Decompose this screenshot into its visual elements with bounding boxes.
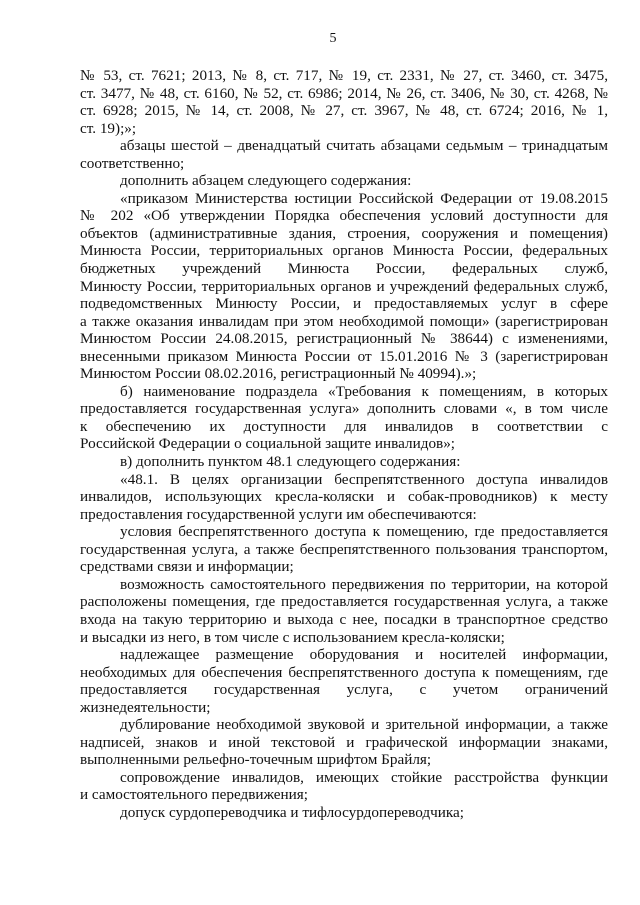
text-line: дополнить абзацем следующего содержания: — [120, 172, 412, 190]
text-line: возможность самостоятельного передвижения по территории, на которой — [120, 575, 608, 593]
text-line: бюджетных учреждений Минюста России, федеральных служб, — [80, 260, 608, 278]
text-line: ст. 3477, № 48, ст. 6160, № 52, ст. 6986; 2014, № 26, ст. 3406, № 30, ст. 4268, № — [80, 84, 608, 102]
paragraph — [80, 523, 608, 576]
paragraph — [80, 471, 608, 524]
text-line: а также оказания инвалидам при этом необходимой помощи» (зарегистрирован — [80, 312, 608, 330]
text-line: надлежащее размещение оборудования и носителей информации, — [120, 646, 608, 664]
text-line: Минюста России, территориальных органов Минюста России, федеральных — [80, 242, 608, 260]
document-body — [80, 67, 608, 822]
text-line: расположены помещения, где предоставляется государственная услуга, а также — [80, 593, 608, 611]
paragraph — [80, 646, 608, 716]
text-line: допуск сурдопереводчика и тифлосурдопереводчика; — [120, 803, 464, 821]
text-line: предоставляется государственная услуга, с учетом ограничений — [80, 681, 608, 699]
text-line: государственная услуга, а также беспрепятственного пользования транспортом, — [80, 540, 608, 558]
text-line: «48.1. В целях организации беспрепятственного доступа инвалидов — [120, 470, 608, 488]
paragraph — [80, 137, 608, 172]
text-line: № 53, ст. 7621; 2013, № 8, ст. 717, № 19, ст. 2331, № 27, ст. 3460, ст. 3475, — [80, 67, 608, 84]
text-line: «приказом Министерства юстиции Российской Федерации от 19.08.2015 — [120, 189, 608, 207]
text-line: условия беспрепятственного доступа к помещению, где предоставляется — [120, 523, 608, 541]
paragraph — [80, 576, 608, 646]
text-line: к обеспечению их доступности для инвалидов в соответствии с — [80, 417, 608, 435]
text-line: в) дополнить пунктом 48.1 следующего содержания: — [120, 453, 461, 471]
text-line: средствами связи и информации; — [80, 558, 294, 576]
paragraph — [80, 716, 608, 769]
text-line: выполненными рельефно-точечным шрифтом Брайля; — [80, 751, 432, 769]
paragraph — [80, 804, 608, 822]
text-line: предоставляется государственная услуга» дополнить словами «, в том числе — [80, 400, 608, 418]
text-line: Минюсту России, территориальных органов и учреждений федеральных служб, — [80, 277, 608, 295]
text-line: Минюстом России 24.08.2015, регистрационный № 38644) с изменениями, — [80, 330, 608, 348]
text-line: абзацы шестой – двенадцатый считать абзацами седьмым – тринадцатым — [120, 137, 608, 155]
text-line: и самостоятельного передвижения; — [80, 786, 309, 804]
text-line: надписей, знаков и иной текстовой и графической информации знаками, — [80, 733, 608, 751]
text-line: необходимых для обеспечения беспрепятственного доступа к помещениям, где — [80, 663, 608, 681]
text-line: инвалидов, использующих кресла-коляски и собак-проводников) к месту — [80, 488, 608, 506]
text-line: соответственно; — [80, 154, 185, 172]
text-line: объектов (административные здания, строения, сооружения и помещения) — [80, 224, 608, 242]
text-line: б) наименование подраздела «Требования к помещениям, в которых — [120, 382, 608, 400]
text-line: предоставления государственной услуги им обеспечиваются: — [80, 505, 477, 523]
text-line: подведомственных Минюсту России, и предоставляемых услуг в сфере — [80, 295, 608, 313]
text-line: входа на такую территорию и выхода с нее, посадки в транспортное средство — [80, 610, 608, 628]
text-line: сопровождение инвалидов, имеющих стойкие расстройства функции — [120, 768, 608, 786]
text-line: Российской Федерации о социальной защите инвалидов»; — [80, 435, 456, 453]
text-line: дублирование необходимой звуковой и зрительной информации, а также — [120, 716, 608, 734]
paragraph — [80, 172, 608, 190]
text-line: Минюстом России 08.02.2016, регистрационный № 40994).»; — [80, 365, 477, 383]
text-line: и высадки из него, в том числе с использованием кресла-коляски; — [80, 628, 505, 646]
paragraph — [80, 67, 608, 137]
text-line: № 202 «Об утверждении Порядка обеспечения условий доступности для — [80, 207, 608, 225]
text-line: ст. 6928; 2015, № 14, ст. 2008, № 27, ст. 3967, № 48, ст. 6724; 2016, № 1, — [80, 102, 608, 120]
text-line: жизнедеятельности; — [80, 698, 211, 716]
paragraph — [80, 453, 608, 471]
text-line: внесенными приказом Минюста России от 15.01.2016 № 3 (зарегистрирован — [80, 347, 608, 365]
page-number: 5 — [329, 31, 337, 46]
paragraph — [80, 769, 608, 804]
paragraph — [80, 190, 608, 383]
paragraph — [80, 383, 608, 453]
text-line: ст. 19);»; — [80, 119, 137, 137]
